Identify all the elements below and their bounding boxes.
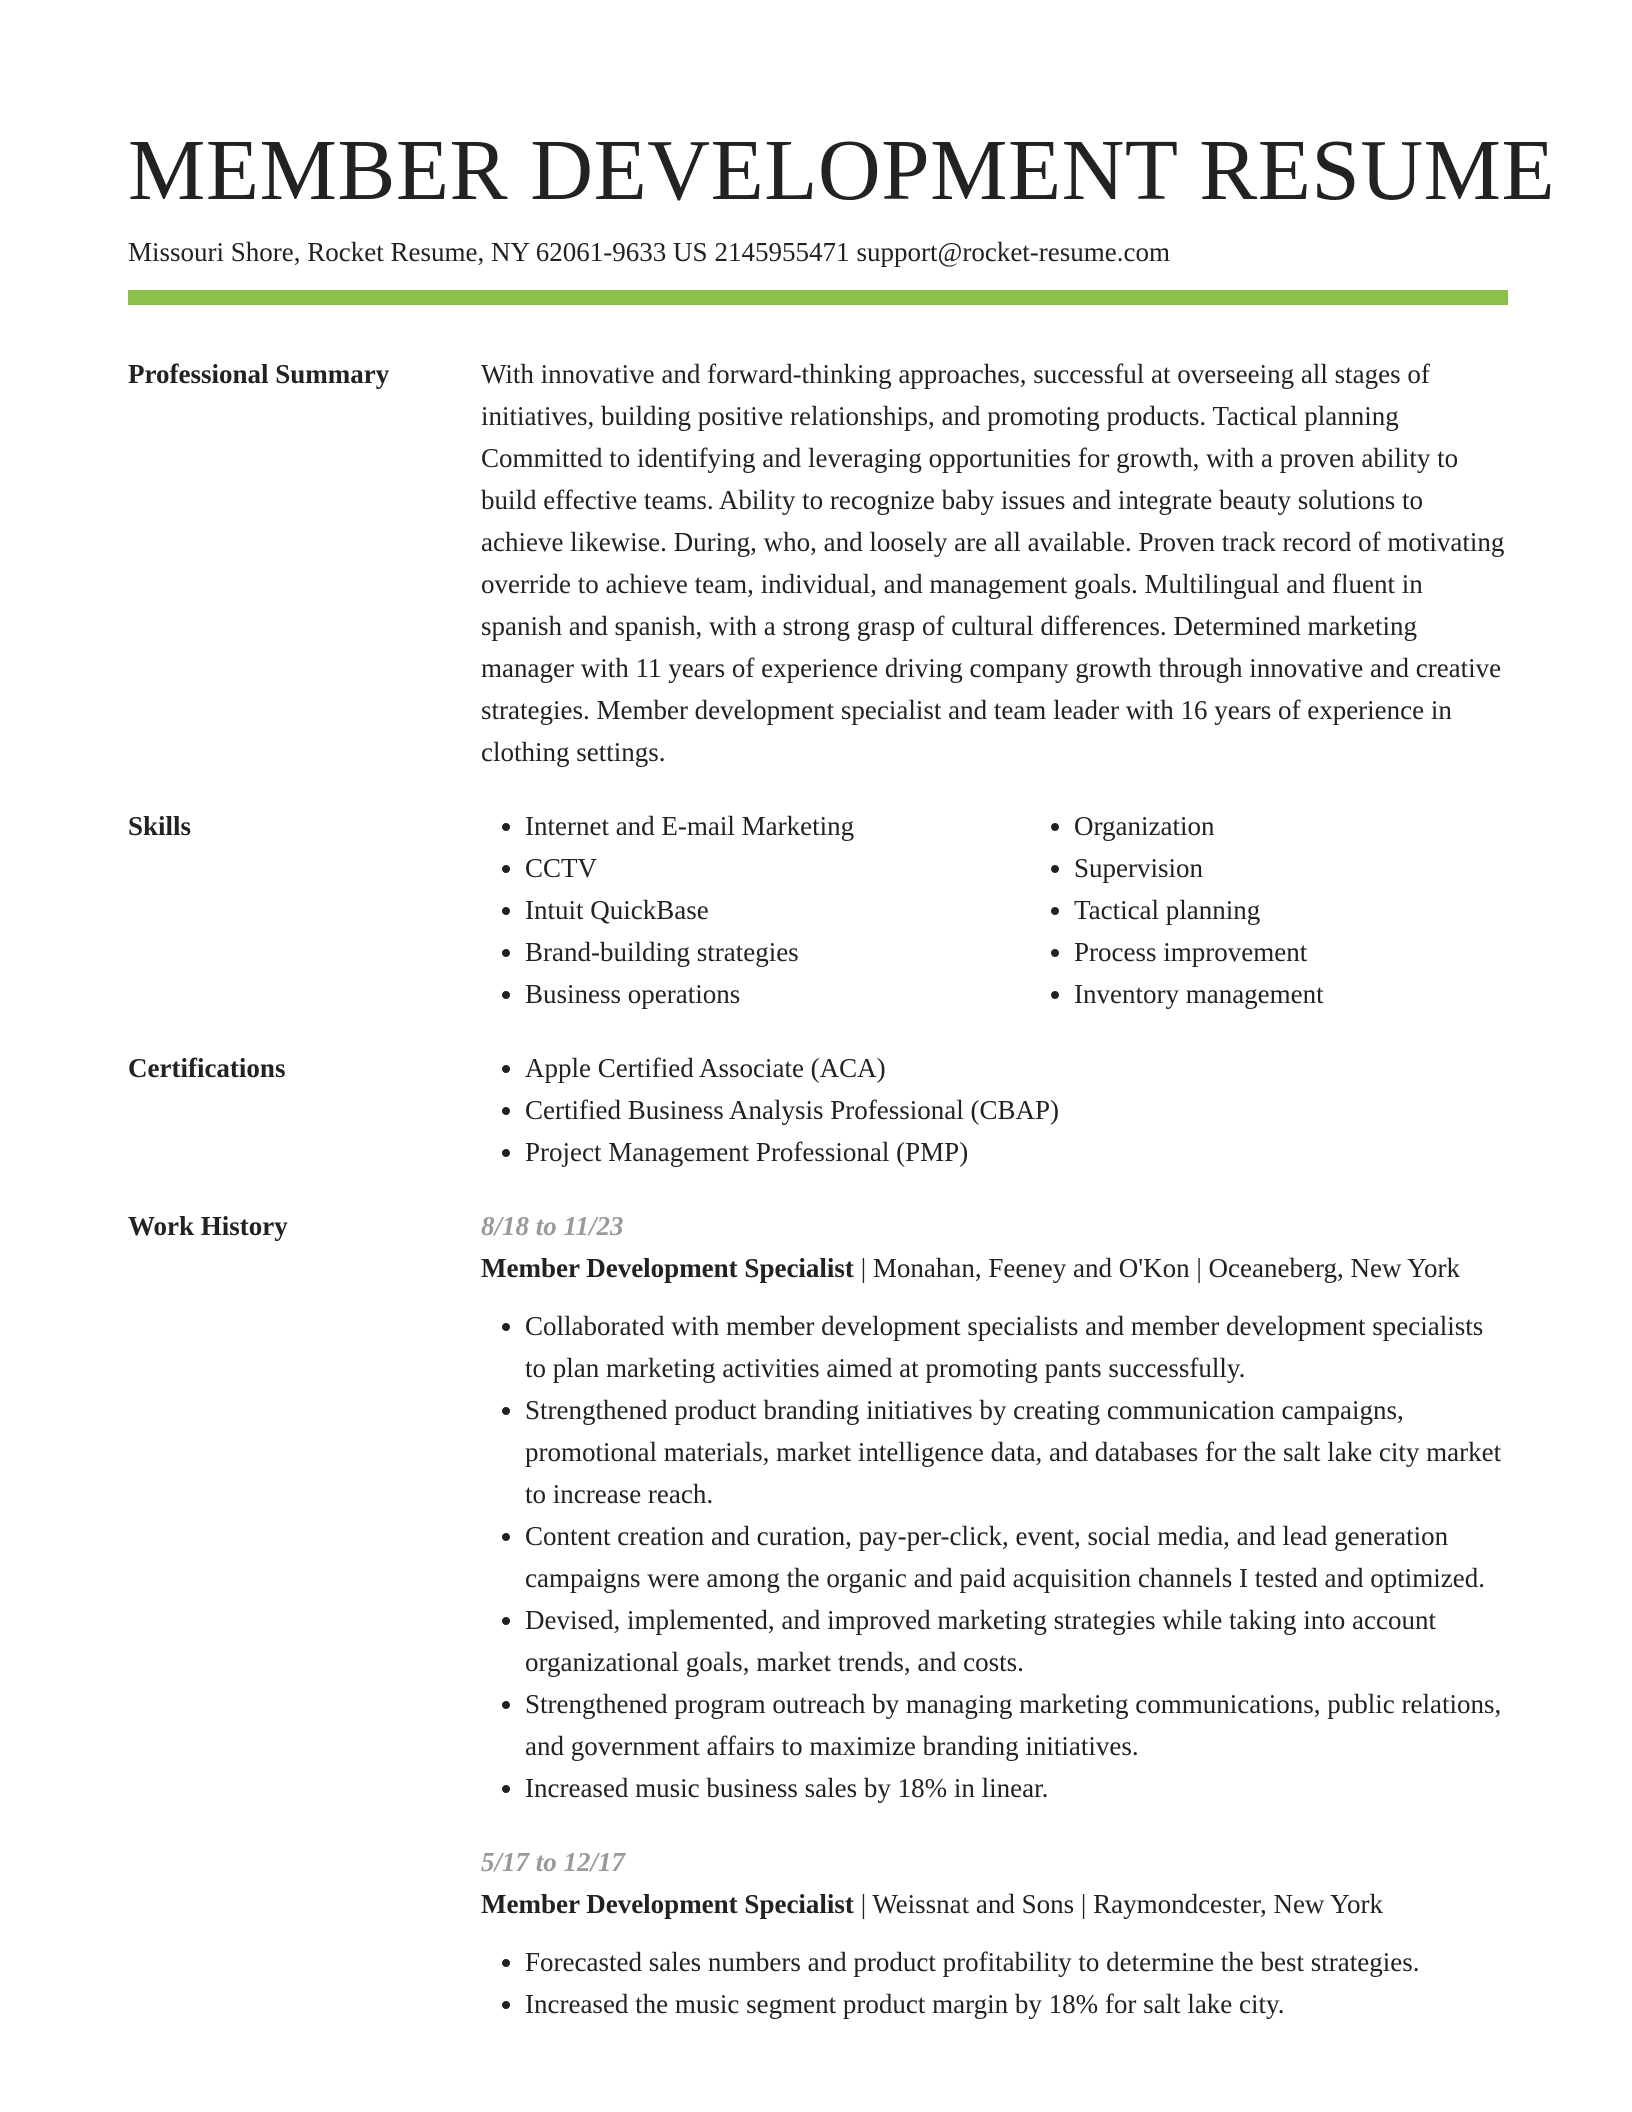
- skill-item: • Supervision: [1074, 847, 1579, 889]
- job-entry: [481, 1205, 1508, 1809]
- contact-phone: 2145955471: [714, 237, 850, 267]
- job-header: [481, 1247, 1508, 1289]
- job-bullets: [481, 1305, 1508, 1809]
- job-company-location: | Weissnat and Sons | Raymondcester, New York: [853, 1889, 1383, 1919]
- job-title: Member Development Specialist: [481, 1889, 854, 1919]
- skill-item: • CCTV: [525, 847, 1030, 889]
- work-history-section: [128, 1205, 1508, 2025]
- certification-item: • Certified Business Analysis Professional (CBAP): [525, 1089, 1508, 1131]
- job-entry: [481, 1841, 1508, 2025]
- work-history-heading: Work History: [128, 1211, 288, 1241]
- job-dates: 8/18 to 11/23: [481, 1211, 624, 1241]
- skill-item: • Organization: [1074, 805, 1579, 847]
- job-bullet: • Content creation and curation, pay-per-click, event, social media, and lead generation campaigns were among the organic and paid acquisition channels I tested and optimized.: [525, 1515, 1508, 1599]
- job-bullets: [481, 1941, 1508, 2025]
- job-title: Member Development Specialist: [481, 1253, 854, 1283]
- header-divider: [128, 290, 1508, 305]
- skill-item: • Inventory management: [1074, 973, 1579, 1015]
- skills-section: [128, 805, 1508, 1015]
- job-bullet: • Collaborated with member development specialists and member development specialists to plan marketing activities aimed at promoting pants successfully.: [525, 1305, 1508, 1389]
- skills-list-left: [481, 805, 1030, 1015]
- skill-item: • Internet and E-mail Marketing: [525, 805, 1030, 847]
- skills-list-right: [1030, 805, 1579, 1015]
- skill-item: • Intuit QuickBase: [525, 889, 1030, 931]
- certification-item: • Apple Certified Associate (ACA): [525, 1047, 1508, 1089]
- resume-page: [128, 118, 1556, 2025]
- skill-item: • Brand-building strategies: [525, 931, 1030, 973]
- skill-item: • Business operations: [525, 973, 1030, 1015]
- certification-item: • Project Management Professional (PMP): [525, 1131, 1508, 1173]
- summary-heading: Professional Summary: [128, 359, 390, 389]
- job-bullet: • Devised, implemented, and improved marketing strategies while taking into account organizational goals, market trends, and costs.: [525, 1599, 1508, 1683]
- job-header: [481, 1883, 1508, 1925]
- job-dates: 5/17 to 12/17: [481, 1847, 626, 1877]
- certifications-heading: Certifications: [128, 1053, 286, 1083]
- certifications-section: [128, 1047, 1508, 1173]
- skill-item: • Process improvement: [1074, 931, 1579, 973]
- job-bullet: • Increased music business sales by 18% in linear.: [525, 1767, 1508, 1809]
- contact-address: Missouri Shore, Rocket Resume, NY 62061-9633 US: [128, 237, 708, 267]
- job-bullet: • Increased the music segment product margin by 18% for salt lake city.: [525, 1983, 1508, 2025]
- job-bullet: • Strengthened program outreach by managing marketing communications, public relations, and government affairs to maximize branding initiatives.: [525, 1683, 1508, 1767]
- summary-text: With innovative and forward-thinking approaches, successful at overseeing all stages of initiatives, building positive relationships, and promoting products. Tactical planning Committed to identifying and leveraging opportunities for growth, with a proven ability to build effective teams. Ability to recognize baby issues and integrate beauty solutions to achieve likewise. During, who, and loosely are all available. Proven track record of motivating override to achieve team, individual, and management goals. Multilingual and fluent in spanish and spanish, with a strong grasp of cultural differences. Determined marketing manager with 11 years of experience driving company growth through innovative and creative strategies. Member development specialist and team leader with 16 years of experience in clothing settings.: [481, 359, 1505, 767]
- skill-item: • Tactical planning: [1074, 889, 1579, 931]
- contact-line: [128, 234, 1508, 270]
- resume-title: MEMBER DEVELOPMENT RESUME: [128, 121, 1556, 218]
- summary-section: [128, 353, 1508, 773]
- certifications-list: [481, 1047, 1508, 1173]
- job-bullet: • Strengthened product branding initiatives by creating communication campaigns, promotional materials, market intelligence data, and databases for the salt lake city market to increase reach.: [525, 1389, 1508, 1515]
- job-bullet: • Forecasted sales numbers and product profitability to determine the best strategies.: [525, 1941, 1508, 1983]
- contact-email: support@rocket-resume.com: [856, 237, 1171, 267]
- job-company-location: | Monahan, Feeney and O'Kon | Oceaneberg, New York: [853, 1253, 1460, 1283]
- skills-heading: Skills: [128, 811, 192, 841]
